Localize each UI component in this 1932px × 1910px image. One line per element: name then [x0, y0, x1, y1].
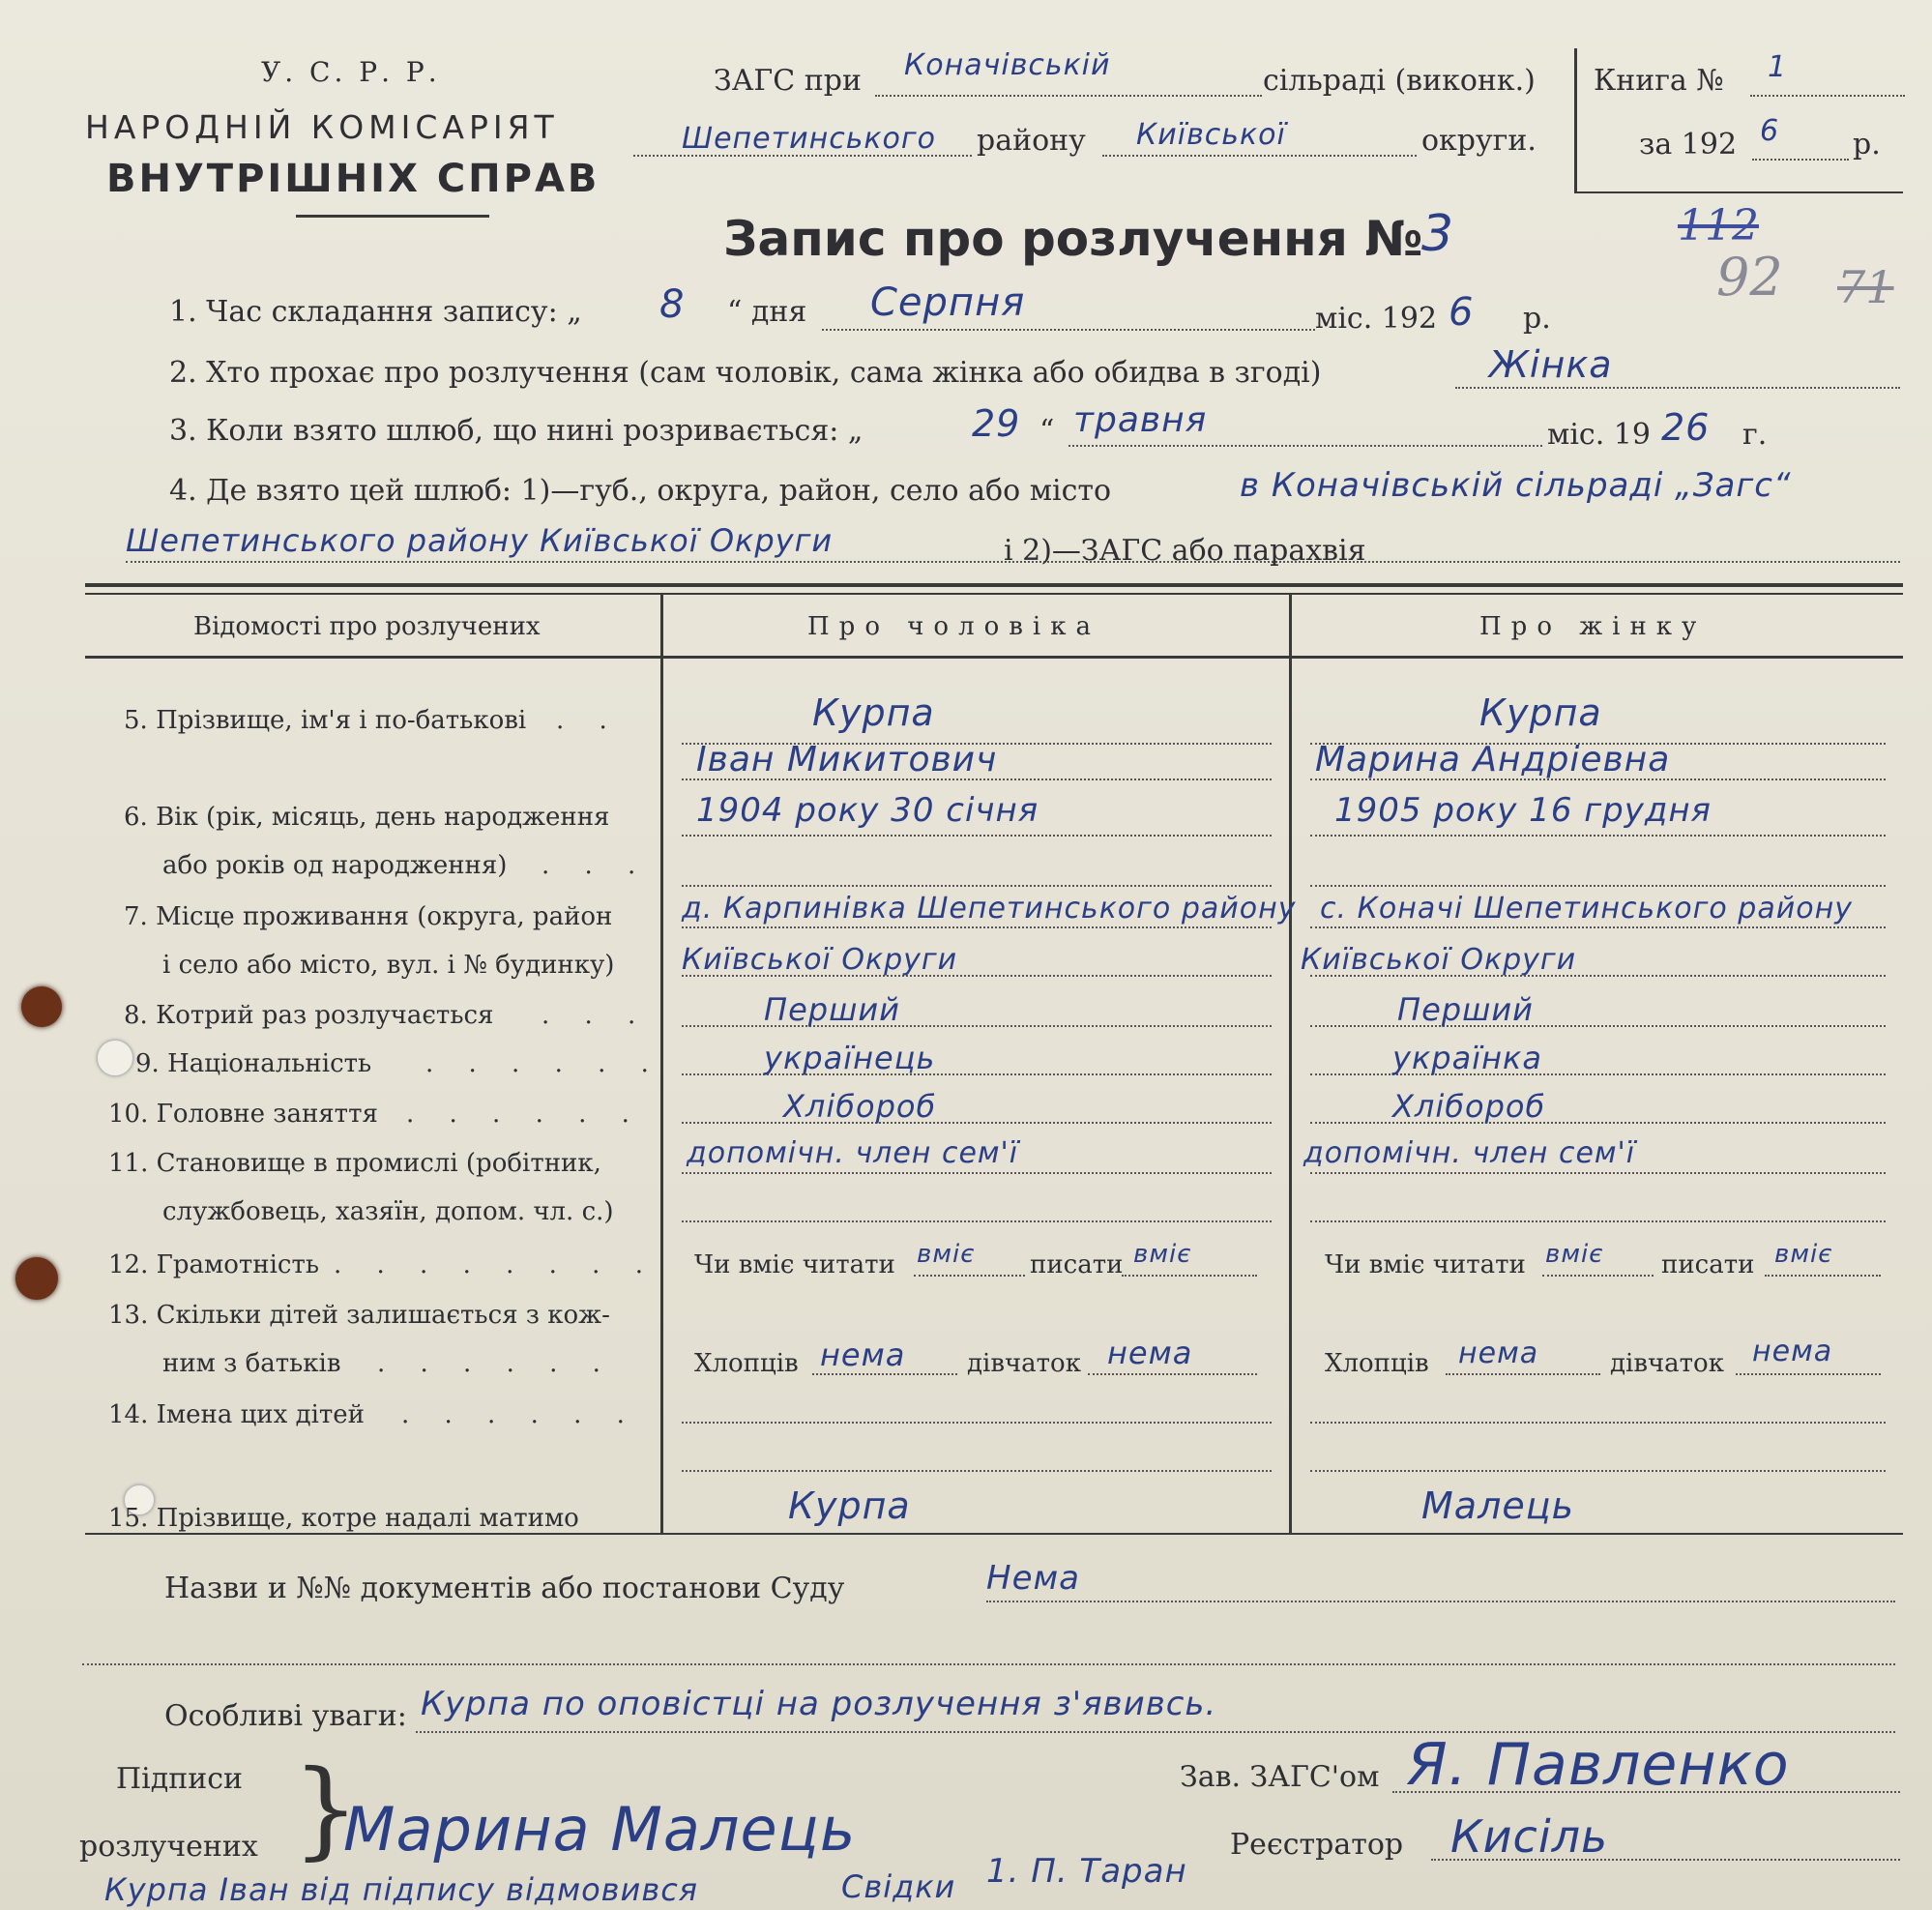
husband-residence-1: д. Карпинівка Шепетинського району [682, 892, 1297, 926]
zags-suffix: сільраді (виконк.) [1263, 64, 1536, 98]
okruha-hand: Київської [1136, 118, 1286, 152]
dotted-line [682, 1220, 1272, 1222]
wife-residence-2: Київської Округи [1301, 943, 1577, 977]
dotted-line [1446, 1373, 1600, 1375]
year-suffix: р. [1853, 128, 1881, 162]
husband-age: 1904 року 30 січня [696, 791, 1039, 830]
signatures-brace: } [292, 1747, 360, 1870]
book-number: 1 [1768, 50, 1788, 84]
year-digit: 6 [1760, 114, 1780, 148]
dotted-line [1122, 1275, 1257, 1277]
docs-value: Нема [986, 1559, 1080, 1598]
row-label-children-2: ним з батьків [162, 1349, 341, 1378]
corner-note-1: 112 [1678, 201, 1759, 250]
husband-girls-label: дівчаток [967, 1349, 1081, 1378]
field2-label: 2. Хто прохає про розлучення (сам чоловік, сама жінка або обидва в згоді) [169, 356, 1322, 390]
field4-label2: і 2)—ЗАГС або парахвія [1004, 534, 1366, 568]
year-prefix: за 192 [1639, 128, 1738, 162]
field3-month: травня [1073, 400, 1208, 440]
field1-mid: “ дня [727, 295, 807, 329]
dotted-line [1765, 1275, 1881, 1277]
dotted-line [1310, 1470, 1886, 1472]
husband-read-label: Чи вміє читати [694, 1250, 895, 1279]
table-column-divider [1289, 595, 1292, 1533]
wife-status: допомічн. член сем'ї [1303, 1136, 1636, 1170]
dotted-line [682, 835, 1272, 837]
table-top-rule [85, 583, 1903, 587]
row-leader: . . . [542, 1001, 650, 1030]
record-number: 3 [1421, 205, 1455, 263]
commissariat-line2: ВНУТРІШНІХ СПРАВ [106, 157, 600, 201]
dotted-line [1310, 835, 1886, 837]
dotted-line [682, 1172, 1272, 1174]
corner-note-2: 92 [1716, 247, 1783, 308]
dotted-line [1455, 387, 1900, 389]
wife-surname: Курпа [1479, 691, 1602, 734]
wife-occupation: Хлібороб [1392, 1088, 1546, 1125]
notes-value: Курпа по оповістці на розлучення з'явивсь. [421, 1685, 1217, 1723]
table-header-rule [85, 656, 1903, 659]
husband-boys-label: Хлопців [694, 1349, 799, 1378]
row-label-times: 8. Котрий раз розлучається [124, 1001, 494, 1030]
husband-name: Іван Микитович [696, 740, 998, 779]
district-label: району [977, 124, 1086, 158]
dotted-line [1068, 445, 1542, 447]
wife-girls-label: дівчаток [1610, 1349, 1724, 1378]
dotted-line [682, 885, 1272, 887]
witness-label: Свідки [841, 1868, 956, 1905]
husband-future-surname: Курпа [788, 1484, 911, 1527]
field3-end: г. [1742, 418, 1768, 452]
field3-day: 29 [972, 402, 1021, 445]
dotted-line [682, 1470, 1272, 1472]
col-header-info: Відомості про розлучених [193, 612, 541, 641]
husband-can-write: вміє [1133, 1240, 1192, 1269]
row-label-nationality: 9. Національність [135, 1049, 372, 1078]
dotted-line [1088, 1373, 1257, 1375]
dotted-line [1310, 1220, 1886, 1222]
witness-1: 1. П. Таран [986, 1852, 1187, 1891]
row-leader: . . . . . . [406, 1100, 643, 1129]
dotted-line [822, 329, 1315, 331]
book-box-border [1574, 48, 1577, 193]
wife-boys-label: Хлопців [1325, 1349, 1429, 1378]
col-header-wife: Про жінку [1479, 612, 1707, 641]
dotted-line [682, 926, 1272, 928]
table-bottom-rule [85, 1533, 1903, 1535]
dotted-line [1310, 885, 1886, 887]
dotted-line [914, 1275, 1025, 1277]
field1-month: Серпня [870, 280, 1026, 325]
wife-nationality: українка [1392, 1040, 1542, 1076]
row-leader: . . . . . . . . [334, 1250, 657, 1279]
wife-age: 1905 року 16 грудня [1334, 791, 1712, 830]
husband-status: допомічн. член сем'ї [687, 1136, 1019, 1170]
wife-boys: нема [1458, 1337, 1539, 1370]
husband-nationality: українець [764, 1040, 936, 1076]
field1-day: 8 [659, 282, 686, 327]
row-label-status: 11. Становище в промислі (робітник, [108, 1149, 601, 1178]
wife-can-write: вміє [1774, 1240, 1833, 1269]
dotted-line [1310, 1172, 1886, 1174]
notes-label: Особливі уваги: [164, 1699, 407, 1733]
husband-times: Перший [764, 991, 900, 1028]
row-label-age-2: або років од народження) [162, 851, 508, 880]
field2-value: Жінка [1489, 343, 1613, 386]
zags-village-hand: Коначівській [904, 48, 1111, 82]
head-label: Зав. ЗАГС'ом [1180, 1760, 1380, 1794]
dotted-line [1542, 1275, 1654, 1277]
husband-girls: нема [1107, 1335, 1193, 1371]
zags-prefix: ЗАГС при [714, 64, 862, 98]
row-label-children: 13. Скільки дітей залишається з кож- [108, 1301, 610, 1330]
field1-end: р. [1523, 302, 1551, 336]
district-hand: Шепетинського [682, 122, 936, 156]
row-label-age: 6. Вік (рік, місяць, день народження [124, 803, 610, 832]
husband-write-label: писати [1030, 1250, 1124, 1279]
header-underline [296, 215, 489, 218]
row-leader: . . . . . . [425, 1049, 662, 1078]
bottom-note: Курпа Іван від підпису відмовився [104, 1871, 699, 1908]
husband-occupation: Хлібороб [783, 1088, 937, 1125]
row-label-occupation: 10. Головне заняття [108, 1100, 378, 1129]
col-header-husband: Про чоловіка [807, 612, 1100, 641]
row-leader: . . . . . . [377, 1349, 614, 1378]
dotted-line [1310, 1422, 1886, 1424]
row-label-surname: 5. Прізвище, ім'я і по-батькові [124, 706, 527, 735]
row-leader: . . . [542, 851, 650, 880]
dotted-line [1310, 926, 1886, 928]
punch-hole [15, 1257, 58, 1300]
row-label-literacy: 12. Грамотність [108, 1250, 319, 1279]
dotted-line [82, 1663, 1895, 1665]
field1-label: 1. Час складання запису: „ [169, 295, 582, 329]
field3-label: 3. Коли взято шлюб, що нині розривається: „ [169, 414, 864, 448]
row-label-future-surname: 15. Прізвище, котре надалі матимо [108, 1504, 579, 1533]
row-label-residence: 7. Місце проживання (округа, район [124, 902, 613, 931]
signatures-label-2: розлучених [79, 1830, 258, 1864]
row-leader: . . . . . . [401, 1400, 638, 1429]
wife-name: Марина Андріевна [1315, 740, 1671, 779]
field3-year-label: міс. 19 [1547, 418, 1651, 452]
dotted-line [986, 1601, 1895, 1602]
husband-can-read: вміє [917, 1240, 976, 1269]
husband-residence-2: Київської Округи [682, 943, 958, 977]
head-signature: Я. Павленко [1407, 1731, 1790, 1799]
dotted-line [682, 1122, 1272, 1124]
row-label-residence-2: і село або місто, вул. і № будинку) [162, 951, 615, 980]
dotted-line [1750, 95, 1905, 97]
wife-times: Перший [1397, 991, 1534, 1028]
dotted-line [1752, 159, 1849, 161]
dotted-line [812, 1373, 957, 1375]
field4-value-line2: Шепетинського району Київської Округи [126, 522, 834, 559]
wife-signature: Марина Малець [343, 1794, 857, 1865]
husband-boys: нема [820, 1337, 906, 1373]
field1-year-label: міс. 192 [1315, 302, 1438, 336]
table-top-rule [85, 593, 1903, 595]
punch-hole [21, 986, 62, 1027]
signatures-label-1: Підписи [116, 1762, 244, 1796]
wife-read-label: Чи вміє читати [1325, 1250, 1526, 1279]
row-leader: . . [556, 706, 621, 735]
commissariat-line1: НАРОДНІЙ КОМІСАРІЯТ [85, 108, 559, 146]
book-label: Книга № [1594, 64, 1724, 98]
book-box-border [1574, 191, 1903, 193]
corner-note-3: 71 [1837, 261, 1894, 313]
punch-hole [97, 1040, 133, 1076]
wife-can-read: вміє [1545, 1240, 1604, 1269]
dotted-line [875, 95, 1262, 97]
registrar-label: Реєстратор [1230, 1828, 1404, 1862]
field3-year-digit: 26 [1661, 406, 1711, 449]
registrar-signature: Кисіль [1450, 1810, 1609, 1863]
field1-year-digit: 6 [1449, 290, 1475, 335]
dotted-line [1102, 155, 1417, 157]
okruha-label: округи. [1421, 124, 1537, 158]
usrr-label: У. С. Р. Р. [261, 56, 441, 88]
wife-write-label: писати [1661, 1250, 1755, 1279]
field3-mid: “ [1039, 414, 1055, 448]
wife-girls: нема [1752, 1335, 1833, 1368]
page-title: Запис про розлучення № [723, 211, 1423, 267]
wife-residence-1: с. Коначі Шепетинського району [1320, 892, 1853, 926]
dotted-line [682, 1422, 1272, 1424]
docs-label: Назви и №№ документів або постанови Суду [164, 1572, 845, 1605]
field4-label: 4. Де взято цей шлюб: 1)—губ., округа, район, село або місто [169, 474, 1112, 508]
field4-value-line1: в Коначівській сільраді „Загс“ [1240, 466, 1792, 505]
dotted-line [1736, 1373, 1881, 1375]
row-label-status-2: службовець, хазяїн, допом. чл. с.) [162, 1197, 614, 1226]
husband-surname: Курпа [812, 691, 935, 734]
row-label-children-names: 14. Імена цих дітей [108, 1400, 365, 1429]
wife-future-surname: Малець [1421, 1484, 1574, 1527]
